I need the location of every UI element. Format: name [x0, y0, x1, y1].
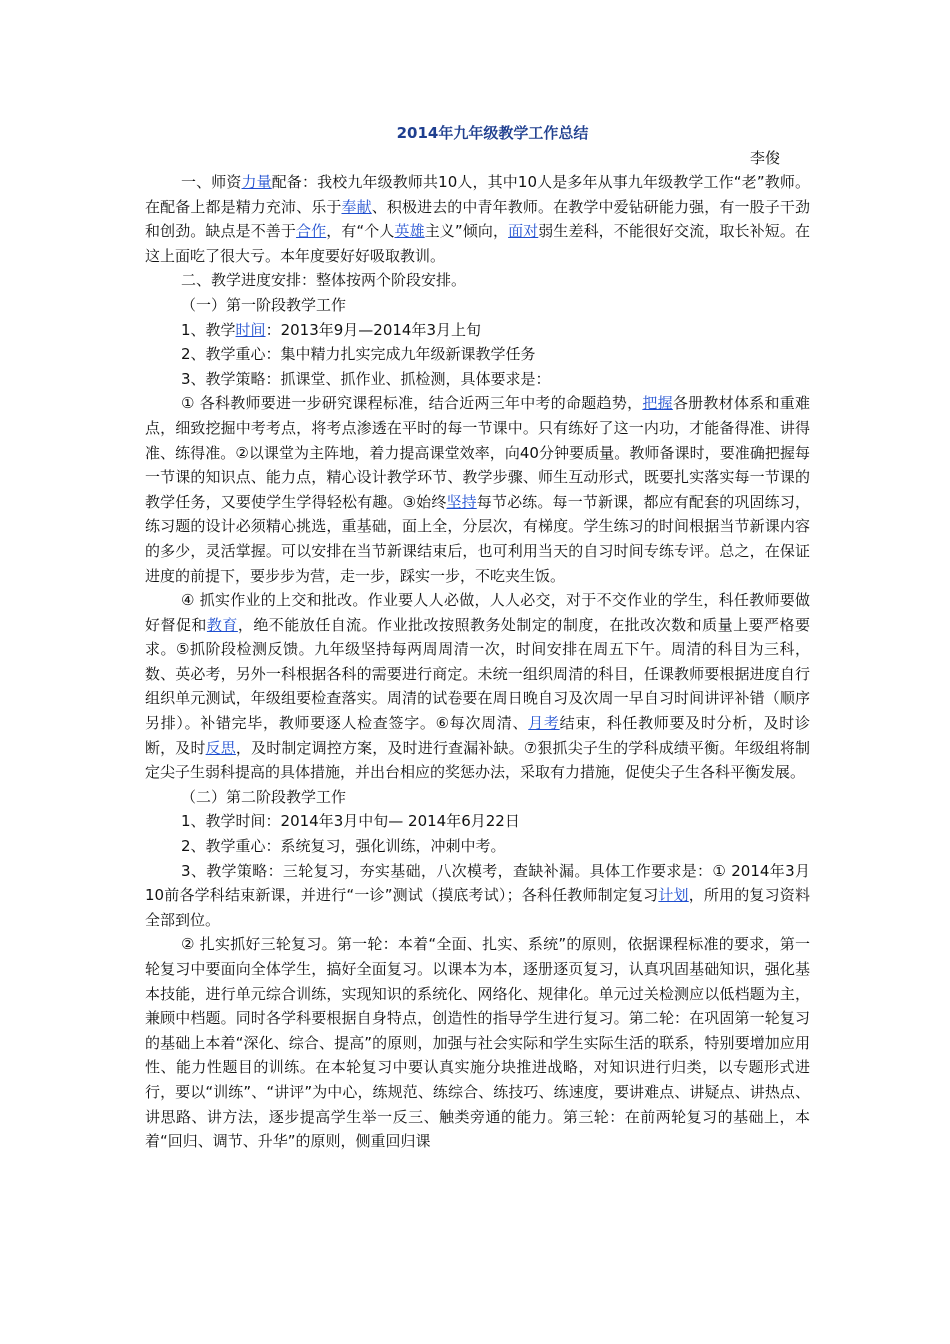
- paragraph-schedule-intro: [145, 268, 810, 293]
- text-run: 主义”倾向，: [424, 222, 509, 241]
- inline-link[interactable]: 力量: [241, 173, 272, 191]
- section-heading-stage-two: [145, 785, 810, 810]
- inline-link[interactable]: 把握: [642, 394, 673, 413]
- text-run: 一、师资: [181, 173, 242, 191]
- text-run: 二、教学进度安排：整体按两个阶段安排。: [181, 271, 467, 290]
- text-run: （一）第一阶段教学工作: [181, 295, 347, 314]
- document-title: 2014年九年级教学工作总结: [396, 124, 589, 142]
- inline-link[interactable]: 教育: [206, 615, 238, 634]
- inline-link[interactable]: 合作: [296, 222, 327, 241]
- paragraph-stage-two-strategy: [145, 859, 810, 933]
- paragraph-stage-one-details: [145, 391, 810, 588]
- paragraph-stage-one-time: [145, 318, 810, 343]
- paragraph-three-rounds: [145, 932, 810, 1153]
- text-run: 每节必练。每一节新课，都应有配套的巩固练习，练习题的设计必须精心挑选，重基础，面上全，分层次，有梯度。学生练习的时间根据当节新课内容的多少，灵活掌握。可以安排在当节新课结束后，也可利用当天的自习时间专练专评。总之，在保证进度的前提下，要步步为营，走一步，踩实一步，不吃夹生饭。: [145, 492, 810, 585]
- paragraph-stage-two-focus: [145, 834, 810, 859]
- text-run: ，有“个人: [326, 222, 395, 241]
- text-run: 1、教学: [181, 320, 236, 339]
- text-run: 各册教材体系和重难点，细致挖掘中考考点，将考点渗透在平时的每一节课中。只有练好了这一内功，才能备得准、讲得准、练得准。②以课堂为主阵地，着力提高课堂效率，向40分钟要质量。教师备课时，要准确把握每一节课的知识点、能力点，精心设计教学环节、教学步骤、师生互动形式，既要扎实落实每一节课的教学任务，又要使学生学得轻松有趣。③始终: [145, 394, 810, 511]
- inline-link[interactable]: 计划: [658, 886, 689, 905]
- inline-link[interactable]: 时间: [235, 320, 266, 339]
- author-name: 李俊: [749, 149, 780, 167]
- text-run: ，绝不能放任自流。作业批改按照教务处制定的制度，在批改次数和质量上要严格要求。⑤抓阶段检测反馈。九年级坚持每两周周清一次，时间安排在周五下午。周清的科目为三科，数、英必考，另外一科根据各科的需要进行商定。未统一组织周清的科目，任课教师要根据进度自行组织单元测试，年级组要检查落实。周清的试卷要在周日晚自习及次周一早自习时间讲评补错（顺序另排）。补错完毕，教师要逐人检查签字。⑥每次周清、: [145, 615, 810, 733]
- text-run: ：2013年9月—2014年3月上旬: [265, 320, 481, 339]
- inline-link[interactable]: 月考: [528, 714, 560, 733]
- text-run: ，及时制定调控方案，及时进行查漏补缺。⑦狠抓尖子生的学科成绩平衡。年级组将制定尖子生弱科提高的具体措施，并出台相应的奖惩办法，采取有力措施，促使尖子生各科平衡发展。: [145, 738, 810, 782]
- paragraph-stage-two-time: [145, 809, 810, 834]
- text-run: ② 扎实抓好三轮复习。第一轮：本着“全面、扎实、系统”的原则，依据课程标准的要求，第一轮复习中要面向全体学生，搞好全面复习。以课本为本，逐册逐页复习，认真巩固基础知识，强化基本技能，进行单元综合训练，实现知识的系统化、网络化、规律化。单元过关检测应以低档题为主，兼顾中档题。同时各学科要根据自身特点，创造性的指导学生进行复习。第二轮：在巩固第一轮复习的基础上本着“深化、综合、提高”的原则，加强与社会实际和学生实际生活的联系，特别要增加应用性、能力性题目的训练。在本轮复习中要认真实施分块推进战略，对知识进行归类，以专题形式进行，要以“训练”、“讲评”为中心，练规范、练综合、练技巧、练速度，要讲难点、讲疑点、讲热点、讲思路、讲方法，逐步提高学生举一反三、触类旁通的能力。第三轮：在前两轮复习的基础上，本着“回归、调节、升华”的原则，侧重回归课: [145, 935, 810, 1151]
- text-run: 结束，科任教师要及时分析，及时诊断，及时: [145, 714, 810, 757]
- text-run: （二）第二阶段教学工作: [181, 787, 347, 806]
- inline-link[interactable]: 英雄: [394, 222, 425, 241]
- section-heading-stage-one: [145, 293, 810, 318]
- text-run: 3、教学策略：抓课堂、抓作业、抓检测，具体要求是：: [181, 369, 551, 388]
- text-run: ，所用的复习资料全部到位。: [145, 886, 810, 929]
- text-run: 2、教学重心：系统复习，强化训练，冲刺中考。: [181, 837, 506, 856]
- paragraph-stage-one-strategy: [145, 367, 810, 392]
- text-run: 弱生差科，不能很好交流，取长补短。在这上面吃了很大亏。本年度要好好吸取教训。: [145, 222, 810, 265]
- text-run: 3、教学策略：三轮复习，夯实基础，八次模考，查缺补漏。具体工作要求是：① 2014年3月10前各学科结束新课，并进行“一诊”测试（摸底考试）；各科任教师制定复习: [145, 861, 810, 905]
- text-run: ④ 抓实作业的上交和批改。作业要人人必做，人人必交，对于不交作业的学生，科任教师要做好督促和: [145, 591, 810, 634]
- inline-link[interactable]: 奉献: [341, 197, 372, 216]
- text-run: 、积极进去的中青年教师。在教学中爱钻研能力强，有一股子干劲和创劲。缺点是不善于: [145, 197, 810, 241]
- paragraph-stage-one-focus: [145, 342, 810, 367]
- paragraph-staffing: [145, 170, 810, 268]
- document-page: [145, 120, 810, 1154]
- text-run: 2、教学重心：集中精力扎实完成九年级新课教学任务: [181, 345, 536, 364]
- text-run: ① 各科教师要进一步研究课程标准，结合近两三年中考的命题趋势，: [181, 394, 643, 413]
- text-run: 1、教学时间：2014年3月中旬— 2014年6月22日: [181, 812, 520, 831]
- text-run: 配备：我校九年级教师共10人，其中10人是多年从事九年级教学工作“老”教师。在配备上都是精力充沛、乐于: [145, 173, 810, 216]
- inline-link[interactable]: 面对: [508, 222, 539, 241]
- inline-link[interactable]: 反思: [205, 738, 236, 757]
- paragraph-homework: [145, 588, 810, 785]
- inline-link[interactable]: 坚持: [446, 492, 477, 511]
